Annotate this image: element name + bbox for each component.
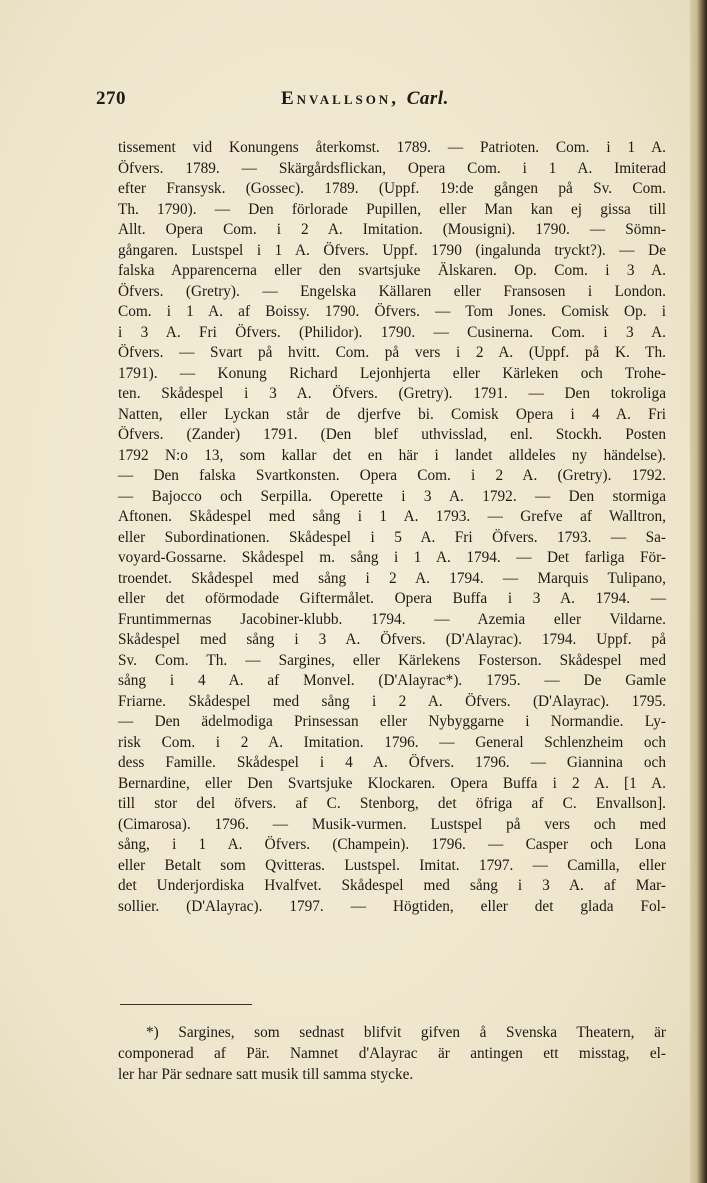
text-line: Aftonen. Skådespel med sång i 1 A. 1793. — Grefve af Walltron, bbox=[118, 508, 666, 525]
text-line: Skådespel med sång i 3 A. Öfvers. (D'Alayrac). 1794. Uppf. på bbox=[118, 631, 666, 648]
text-line: det Underjordiska Hvalfvet. Skådespel med sång i 3 A. af Mar- bbox=[118, 877, 666, 894]
text-line: Th. 1790). — Den förlorade Pupillen, eller Man kan ej gissa till bbox=[118, 200, 666, 218]
text-line: falska Apparencerna eller den svartsjuke Älskaren. Op. Com. i 3 A. bbox=[118, 262, 666, 279]
page-edge bbox=[690, 0, 707, 1183]
footnote-line: *) Sargines, som sednast blifvit gifven å Svenska Theatern, är bbox=[146, 1024, 666, 1041]
text-line: Friarne. Skådespel med sång i 2 A. Öfvers. (D'Alayrac). 1795. bbox=[118, 692, 666, 710]
footnote-line: ler har Pär sednare satt musik till samma stycke. bbox=[118, 1066, 414, 1083]
text-line: Com. i 1 A. af Boissy. 1790. Öfvers. — Tom Jones. Comisk Op. i bbox=[118, 303, 666, 320]
text-line: efter Fransysk. (Gossec). 1789. (Uppf. 19:de gången på Sv. Com. bbox=[118, 180, 666, 197]
text-line: Fruntimmernas Jacobiner-klubb. 1794. — Azemia eller Vildarne. bbox=[118, 610, 666, 628]
text-line: Bernardine, eller Den Svartsjuke Klockaren. Opera Buffa i 2 A. [1 A. bbox=[118, 774, 666, 792]
text-line: (Cimarosa). 1796. — Musik-vurmen. Lustspel på vers och med bbox=[118, 815, 666, 833]
text-line: Sv. Com. Th. — Sargines, eller Kärlekens Fosterson. Skådespel med bbox=[118, 651, 666, 669]
text-line: Öfvers. (Gretry). — Engelska Källaren eller Fransosen i London. bbox=[118, 282, 666, 300]
text-line: eller Subordinationen. Skådespel i 5 A. Fri Öfvers. 1793. — Sa- bbox=[118, 528, 666, 546]
text-line: Öfvers. — Svart på hvitt. Com. på vers i 2 A. (Uppf. på K. Th. bbox=[118, 344, 666, 361]
text-line: voyard-Gossarne. Skådespel m. sång i 1 A. 1794. — Det farliga För- bbox=[118, 549, 666, 566]
text-line: troendet. Skådespel med sång i 2 A. 1794. — Marquis Tulipano, bbox=[118, 569, 666, 587]
text-line: — Bajocco och Serpilla. Operette i 3 A. 1792. — Den stormiga bbox=[118, 487, 666, 505]
footnote-line: componerad af Pär. Namnet d'Alayrac är antingen ett misstag, el- bbox=[118, 1045, 666, 1062]
text-line: eller det oförmodade Giftermålet. Opera Buffa i 3 A. 1794. — bbox=[118, 590, 666, 607]
text-line: Allt. Opera Com. i 2 A. Imitation. (Mousigni). 1790. — Sömn- bbox=[118, 221, 666, 238]
running-head-surname: Envallson, bbox=[281, 88, 399, 109]
text-line: eller Betalt som Qvitteras. Lustspel. Imitat. 1797. — Camilla, eller bbox=[118, 856, 666, 874]
text-line: 1792 N:o 13, som kallar det en här i landet alldeles ny händelse). bbox=[118, 446, 666, 464]
running-head-given-name: Carl. bbox=[406, 88, 449, 109]
text-line: sollier. (D'Alayrac). 1797. — Högtiden, eller det glada Fol- bbox=[118, 897, 666, 915]
text-line: — Den ädelmodiga Prinsessan eller Nybyggarne i Normandie. Ly- bbox=[118, 713, 666, 730]
text-line: till stor del öfvers. af C. Stenborg, det öfriga af C. Envallson]. bbox=[118, 795, 666, 812]
text-line: 1791). — Konung Richard Lejonhjerta eller Kärleken och Trohe- bbox=[118, 364, 666, 382]
footnote-rule bbox=[120, 1004, 252, 1005]
text-line: dess Famille. Skådespel i 4 A. Öfvers. 1796. — Giannina och bbox=[118, 754, 666, 771]
footnote bbox=[118, 1022, 666, 1085]
text-line: sång i 4 A. af Monvel. (D'Alayrac*). 1795. — De Gamle bbox=[118, 672, 666, 689]
text-line: Natten, eller Lyckan står de djerfve bi. Comisk Opera i 4 A. Fri bbox=[118, 405, 666, 423]
text-line: Öfvers. 1789. — Skärgårdsflickan, Opera Com. i 1 A. Imiterad bbox=[118, 159, 666, 177]
body-text bbox=[118, 138, 666, 917]
text-line: risk Com. i 2 A. Imitation. 1796. — General Schlenzheim och bbox=[118, 733, 666, 751]
text-line: sång, i 1 A. Öfvers. (Champein). 1796. — Casper och Lona bbox=[118, 836, 666, 853]
running-head bbox=[281, 88, 449, 110]
text-line: gångaren. Lustspel i 1 A. Öfvers. Uppf. 1790 (ingalunda tryckt?). — De bbox=[118, 241, 666, 259]
text-line: tissement vid Konungens återkomst. 1789. — Patrioten. Com. i 1 A. bbox=[118, 139, 666, 156]
text-line: — Den falska Svartkonsten. Opera Com. i 2 A. (Gretry). 1792. bbox=[118, 467, 666, 484]
text-line: ten. Skådespel i 3 A. Öfvers. (Gretry). 1791. — Den tokroliga bbox=[118, 385, 666, 402]
page-number: 270 bbox=[96, 88, 126, 109]
page-header bbox=[96, 88, 641, 114]
text-line: Öfvers. (Zander) 1791. (Den blef uthvisslad, enl. Stockh. Posten bbox=[118, 426, 666, 443]
text-line: i 3 A. Fri Öfvers. (Philidor). 1790. — Cusinerna. Com. i 3 A. bbox=[118, 323, 666, 341]
